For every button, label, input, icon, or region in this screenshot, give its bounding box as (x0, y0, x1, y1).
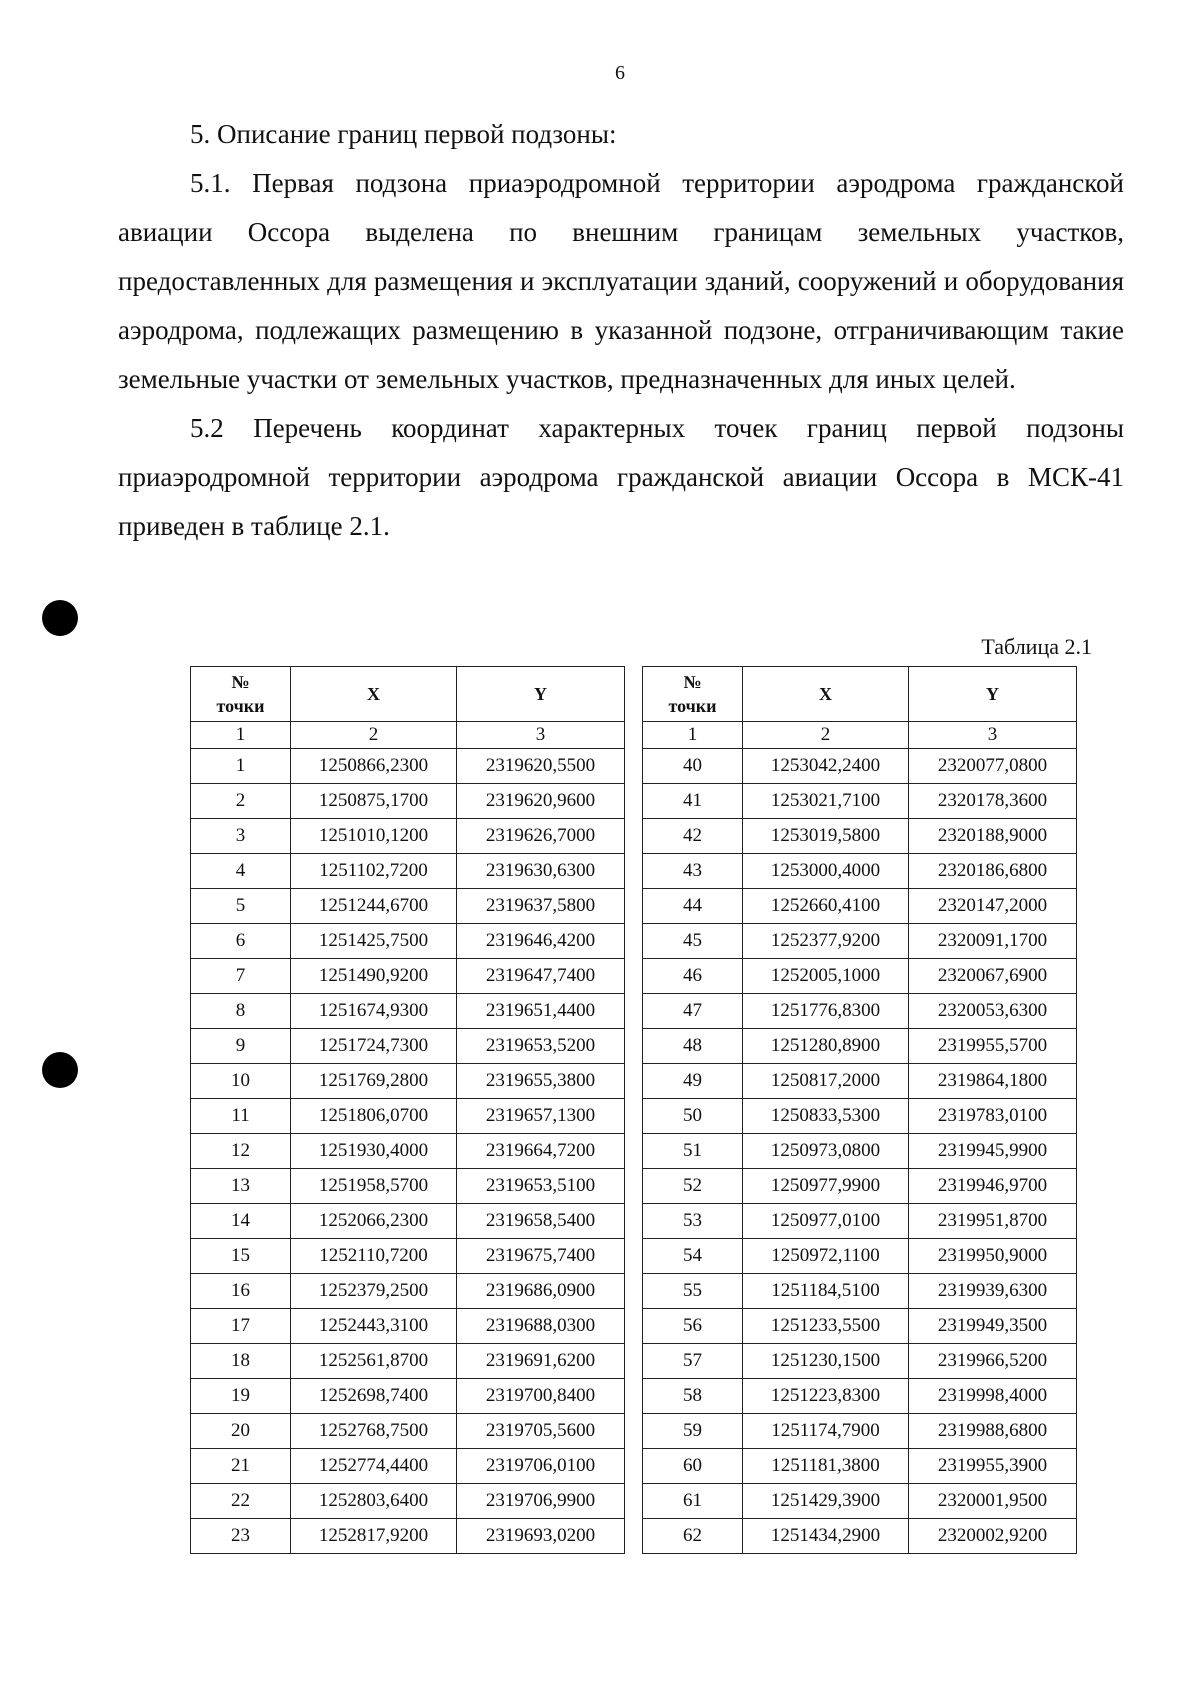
y-coordinate-cell: 2319988,6800 (909, 1414, 1077, 1449)
point-number-cell: 55 (643, 1274, 743, 1309)
point-number-cell: 58 (643, 1379, 743, 1414)
table-row (191, 1379, 625, 1414)
table-row (643, 1309, 1077, 1344)
point-number-cell: 17 (191, 1309, 291, 1344)
number-sign: № (231, 672, 250, 692)
y-coordinate-cell: 2320002,9200 (909, 1519, 1077, 1554)
point-number-cell: 59 (643, 1414, 743, 1449)
point-number-cell: 42 (643, 819, 743, 854)
paragraph-5-1: 5.1. Первая подзона приаэродромной территории аэродрома гражданской авиации Оссора выделена по внешним границам земельных участков, предоставленных для размещения и эксплуатации зданий, сооружений и оборудования аэродрома, подлежащих размещению в указанной подзоне, отграничивающим такие земельные участки от земельных участков, предназначенных для иных целей. (118, 168, 1124, 394)
table-row (191, 1134, 625, 1169)
y-coordinate-cell: 2319647,7400 (457, 959, 625, 994)
x-coordinate-cell: 1252768,7500 (291, 1414, 457, 1449)
table-row (191, 854, 625, 889)
x-coordinate-cell: 1251244,6700 (291, 889, 457, 924)
x-coordinate-cell: 1251724,7300 (291, 1029, 457, 1064)
point-number-cell: 52 (643, 1169, 743, 1204)
x-coordinate-cell: 1250817,2000 (743, 1064, 909, 1099)
table-row (643, 1204, 1077, 1239)
table-row (191, 994, 625, 1029)
x-coordinate-cell: 1250833,5300 (743, 1099, 909, 1134)
table-row (643, 749, 1077, 784)
column-header-y: Y (457, 667, 625, 722)
column-index: 2 (291, 722, 457, 749)
x-coordinate-cell: 1251230,1500 (743, 1344, 909, 1379)
point-number-cell: 1 (191, 749, 291, 784)
table-row (643, 1064, 1077, 1099)
table-row (643, 1029, 1077, 1064)
point-number-cell: 6 (191, 924, 291, 959)
table-row (191, 924, 625, 959)
table-row (643, 924, 1077, 959)
point-number-cell: 43 (643, 854, 743, 889)
number-sign: № (683, 672, 702, 692)
x-coordinate-cell: 1250977,0100 (743, 1204, 909, 1239)
x-coordinate-cell: 1251280,8900 (743, 1029, 909, 1064)
y-coordinate-cell: 2320053,6300 (909, 994, 1077, 1029)
x-coordinate-cell: 1252005,1000 (743, 959, 909, 994)
document-body (118, 110, 1124, 551)
point-number-cell: 7 (191, 959, 291, 994)
y-coordinate-cell: 2319945,9900 (909, 1134, 1077, 1169)
x-coordinate-cell: 1252561,8700 (291, 1344, 457, 1379)
point-number-cell: 5 (191, 889, 291, 924)
point-number-cell: 15 (191, 1239, 291, 1274)
point-number-cell: 45 (643, 924, 743, 959)
x-coordinate-cell: 1252377,9200 (743, 924, 909, 959)
table-row (191, 1099, 625, 1134)
point-number-cell: 23 (191, 1519, 291, 1554)
point-number-cell: 50 (643, 1099, 743, 1134)
table-row (191, 1204, 625, 1239)
table-row (191, 1344, 625, 1379)
point-number-cell: 2 (191, 784, 291, 819)
x-coordinate-cell: 1251102,7200 (291, 854, 457, 889)
point-number-cell: 13 (191, 1169, 291, 1204)
point-number-cell: 3 (191, 819, 291, 854)
x-coordinate-cell: 1252443,3100 (291, 1309, 457, 1344)
y-coordinate-cell: 2319620,5500 (457, 749, 625, 784)
y-coordinate-cell: 2319706,0100 (457, 1449, 625, 1484)
punch-hole-mark (42, 600, 78, 636)
point-number-cell: 10 (191, 1064, 291, 1099)
point-number-cell: 14 (191, 1204, 291, 1239)
y-coordinate-cell: 2320178,3600 (909, 784, 1077, 819)
x-coordinate-cell: 1252774,4400 (291, 1449, 457, 1484)
y-coordinate-cell: 2319998,4000 (909, 1379, 1077, 1414)
column-header-y: Y (909, 667, 1077, 722)
table-row (643, 1414, 1077, 1449)
x-coordinate-cell: 1252066,2300 (291, 1204, 457, 1239)
table-row (643, 1344, 1077, 1379)
column-header-point-number (643, 667, 743, 722)
table-row (643, 1134, 1077, 1169)
y-coordinate-cell: 2320188,9000 (909, 819, 1077, 854)
y-coordinate-cell: 2319691,6200 (457, 1344, 625, 1379)
table-caption: Таблица 2.1 (981, 634, 1092, 659)
column-header-x: X (291, 667, 457, 722)
table-row (643, 1449, 1077, 1484)
y-coordinate-cell: 2319939,6300 (909, 1274, 1077, 1309)
x-coordinate-cell: 1251490,9200 (291, 959, 457, 994)
point-number-cell: 54 (643, 1239, 743, 1274)
table-row (191, 1414, 625, 1449)
y-coordinate-cell: 2319864,1800 (909, 1064, 1077, 1099)
point-number-cell: 60 (643, 1449, 743, 1484)
x-coordinate-cell: 1251429,3900 (743, 1484, 909, 1519)
y-coordinate-cell: 2319658,5400 (457, 1204, 625, 1239)
x-coordinate-cell: 1250972,1100 (743, 1239, 909, 1274)
x-coordinate-cell: 1252817,9200 (291, 1519, 457, 1554)
y-coordinate-cell: 2319950,9000 (909, 1239, 1077, 1274)
point-number-cell: 22 (191, 1484, 291, 1519)
x-coordinate-cell: 1251184,5100 (743, 1274, 909, 1309)
y-coordinate-cell: 2319686,0900 (457, 1274, 625, 1309)
table-row (191, 1064, 625, 1099)
point-number-cell: 9 (191, 1029, 291, 1064)
x-coordinate-cell: 1253021,7100 (743, 784, 909, 819)
table-row (643, 1169, 1077, 1204)
table-row (643, 1519, 1077, 1554)
column-header-x: X (743, 667, 909, 722)
point-number-cell: 61 (643, 1484, 743, 1519)
table-row (643, 1099, 1077, 1134)
x-coordinate-cell: 1251233,5500 (743, 1309, 909, 1344)
x-coordinate-cell: 1251181,3800 (743, 1449, 909, 1484)
point-number-cell: 11 (191, 1099, 291, 1134)
x-coordinate-cell: 1253019,5800 (743, 819, 909, 854)
point-number-cell: 16 (191, 1274, 291, 1309)
column-index: 1 (191, 722, 291, 749)
y-coordinate-cell: 2319664,7200 (457, 1134, 625, 1169)
point-number-cell: 8 (191, 994, 291, 1029)
x-coordinate-cell: 1253042,2400 (743, 749, 909, 784)
table-row (643, 854, 1077, 889)
x-coordinate-cell: 1250973,0800 (743, 1134, 909, 1169)
point-label: точки (668, 696, 717, 716)
table-row (643, 889, 1077, 924)
y-coordinate-cell: 2319693,0200 (457, 1519, 625, 1554)
x-coordinate-cell: 1252110,7200 (291, 1239, 457, 1274)
point-number-cell: 40 (643, 749, 743, 784)
table-row (643, 784, 1077, 819)
table-row (643, 1239, 1077, 1274)
point-number-cell: 21 (191, 1449, 291, 1484)
x-coordinate-cell: 1251434,2900 (743, 1519, 909, 1554)
coordinates-table-right (642, 666, 1077, 1554)
point-number-cell: 47 (643, 994, 743, 1029)
y-coordinate-cell: 2319620,9600 (457, 784, 625, 819)
point-number-cell: 20 (191, 1414, 291, 1449)
y-coordinate-cell: 2319949,3500 (909, 1309, 1077, 1344)
table-row (191, 959, 625, 994)
y-coordinate-cell: 2319955,3900 (909, 1449, 1077, 1484)
y-coordinate-cell: 2319637,5800 (457, 889, 625, 924)
point-number-cell: 44 (643, 889, 743, 924)
table-row (643, 994, 1077, 1029)
point-number-cell: 48 (643, 1029, 743, 1064)
table-row (191, 784, 625, 819)
y-coordinate-cell: 2319966,5200 (909, 1344, 1077, 1379)
point-label: точки (216, 696, 265, 716)
point-number-cell: 51 (643, 1134, 743, 1169)
table-row (643, 1274, 1077, 1309)
y-coordinate-cell: 2319783,0100 (909, 1099, 1077, 1134)
point-number-cell: 49 (643, 1064, 743, 1099)
point-number-cell: 19 (191, 1379, 291, 1414)
y-coordinate-cell: 2320186,6800 (909, 854, 1077, 889)
x-coordinate-cell: 1251223,8300 (743, 1379, 909, 1414)
x-coordinate-cell: 1253000,4000 (743, 854, 909, 889)
table-row (191, 819, 625, 854)
y-coordinate-cell: 2319675,7400 (457, 1239, 625, 1274)
point-number-cell: 41 (643, 784, 743, 819)
table-row (643, 1379, 1077, 1414)
y-coordinate-cell: 2320091,1700 (909, 924, 1077, 959)
point-number-cell: 18 (191, 1344, 291, 1379)
point-number-cell: 12 (191, 1134, 291, 1169)
table-row (191, 1169, 625, 1204)
point-number-cell: 57 (643, 1344, 743, 1379)
y-coordinate-cell: 2320067,6900 (909, 959, 1077, 994)
point-number-cell: 4 (191, 854, 291, 889)
paragraph-5-2: 5.2 Перечень координат характерных точек границ первой подзоны приаэродромной территории аэродрома гражданской авиации Оссора в МСК-41 приведен в таблице 2.1. (118, 413, 1124, 541)
column-index: 3 (909, 722, 1077, 749)
y-coordinate-cell: 2320147,2000 (909, 889, 1077, 924)
y-coordinate-cell: 2319626,7000 (457, 819, 625, 854)
point-number-cell: 53 (643, 1204, 743, 1239)
coordinates-table-left (190, 666, 625, 1554)
y-coordinate-cell: 2319951,8700 (909, 1204, 1077, 1239)
y-coordinate-cell: 2319630,6300 (457, 854, 625, 889)
column-index: 3 (457, 722, 625, 749)
page-number: 6 (615, 62, 625, 84)
x-coordinate-cell: 1251425,7500 (291, 924, 457, 959)
table-row (643, 959, 1077, 994)
column-index: 1 (643, 722, 743, 749)
y-coordinate-cell: 2320001,9500 (909, 1484, 1077, 1519)
column-header-point-number (191, 667, 291, 722)
x-coordinate-cell: 1252660,4100 (743, 889, 909, 924)
x-coordinate-cell: 1251010,1200 (291, 819, 457, 854)
y-coordinate-cell: 2319706,9900 (457, 1484, 625, 1519)
table-row (191, 1449, 625, 1484)
y-coordinate-cell: 2319655,3800 (457, 1064, 625, 1099)
table-row (191, 1239, 625, 1274)
x-coordinate-cell: 1251930,4000 (291, 1134, 457, 1169)
table-row (191, 1274, 625, 1309)
y-coordinate-cell: 2319651,4400 (457, 994, 625, 1029)
x-coordinate-cell: 1251769,2800 (291, 1064, 457, 1099)
x-coordinate-cell: 1251806,0700 (291, 1099, 457, 1134)
x-coordinate-cell: 1252698,7400 (291, 1379, 457, 1414)
x-coordinate-cell: 1250875,1700 (291, 784, 457, 819)
x-coordinate-cell: 1251776,8300 (743, 994, 909, 1029)
y-coordinate-cell: 2319646,4200 (457, 924, 625, 959)
table-row (643, 1484, 1077, 1519)
table-row (191, 1309, 625, 1344)
x-coordinate-cell: 1250866,2300 (291, 749, 457, 784)
x-coordinate-cell: 1251958,5700 (291, 1169, 457, 1204)
x-coordinate-cell: 1251674,9300 (291, 994, 457, 1029)
section-heading: 5. Описание границ первой подзоны: (190, 119, 617, 149)
y-coordinate-cell: 2319705,5600 (457, 1414, 625, 1449)
table-row (191, 1029, 625, 1064)
y-coordinate-cell: 2319657,1300 (457, 1099, 625, 1134)
y-coordinate-cell: 2319946,9700 (909, 1169, 1077, 1204)
x-coordinate-cell: 1252803,6400 (291, 1484, 457, 1519)
y-coordinate-cell: 2320077,0800 (909, 749, 1077, 784)
punch-hole-mark (42, 1052, 78, 1088)
column-index: 2 (743, 722, 909, 749)
x-coordinate-cell: 1251174,7900 (743, 1414, 909, 1449)
y-coordinate-cell: 2319653,5200 (457, 1029, 625, 1064)
table-row (191, 749, 625, 784)
point-number-cell: 46 (643, 959, 743, 994)
x-coordinate-cell: 1252379,2500 (291, 1274, 457, 1309)
table-row (191, 889, 625, 924)
table-row (191, 1519, 625, 1554)
point-number-cell: 62 (643, 1519, 743, 1554)
y-coordinate-cell: 2319700,8400 (457, 1379, 625, 1414)
table-row (643, 819, 1077, 854)
table-row (191, 1484, 625, 1519)
y-coordinate-cell: 2319653,5100 (457, 1169, 625, 1204)
y-coordinate-cell: 2319955,5700 (909, 1029, 1077, 1064)
y-coordinate-cell: 2319688,0300 (457, 1309, 625, 1344)
point-number-cell: 56 (643, 1309, 743, 1344)
x-coordinate-cell: 1250977,9900 (743, 1169, 909, 1204)
